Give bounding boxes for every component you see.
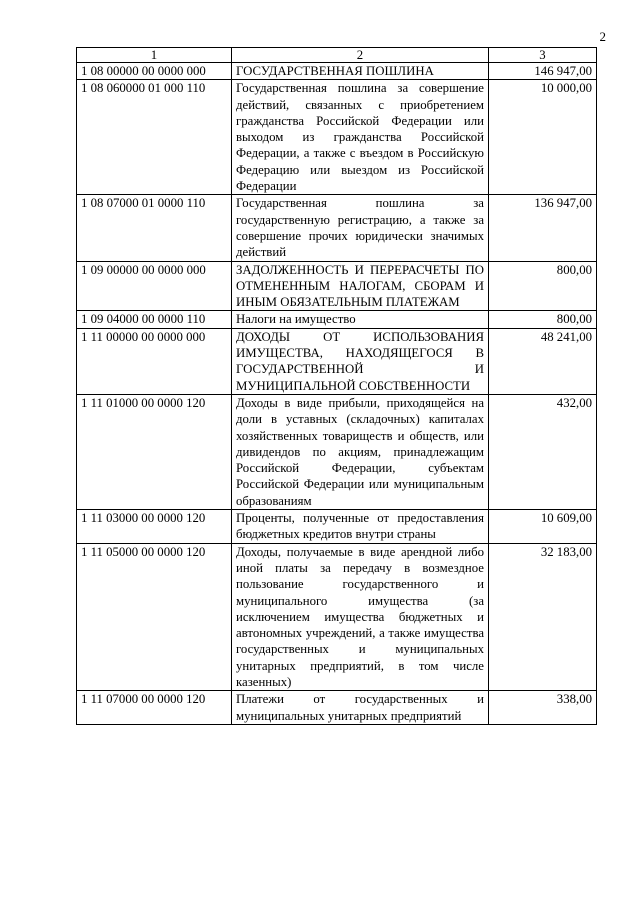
page-number: 2	[599, 29, 606, 44]
row-name: Налоги на имущество	[232, 311, 489, 328]
table-row	[77, 691, 597, 725]
row-name: ГОСУДАРСТВЕННАЯ ПОШЛИНА	[232, 63, 489, 80]
row-code: 1 08 07000 01 0000 110	[77, 195, 232, 261]
table-row	[77, 261, 597, 311]
row-name: ЗАДОЛЖЕННОСТЬ И ПЕРЕРАСЧЕТЫ ПО ОТМЕНЕННЫМ НАЛОГАМ, СБОРАМ И ИНЫМ ОБЯЗАТЕЛЬНЫМ ПЛАТЕЖАМ	[232, 261, 489, 311]
row-amount: 800,00	[489, 311, 597, 328]
table-row	[77, 63, 597, 80]
header-row	[77, 48, 597, 63]
revenue-table	[76, 47, 597, 725]
row-name: Доходы в виде прибыли, приходящейся на доли в уставных (складочных) капиталах хозяйственных товариществ и обществ, или дивидендов по акциям, принадлежащим Российской Федерации, субъектам Российской Федерации или муниципальным образованиям	[232, 394, 489, 509]
row-code: 1 09 04000 00 0000 110	[77, 311, 232, 328]
table-row	[77, 543, 597, 691]
row-code: 1 08 060000 01 000 110	[77, 80, 232, 195]
row-code: 1 08 00000 00 0000 000	[77, 63, 232, 80]
row-amount: 146 947,00	[489, 63, 597, 80]
row-name: Государственная пошлина за совершение действий, связанных с приобретением гражданства Российской Федерации или выходом из гражданства Российской Федерации, а также с въездом в Российскую Федерацию или выездом из Российской Федерации	[232, 80, 489, 195]
table-row	[77, 394, 597, 509]
row-amount: 800,00	[489, 261, 597, 311]
header-col-1: 1	[77, 48, 232, 63]
row-amount: 136 947,00	[489, 195, 597, 261]
row-code: 1 11 05000 00 0000 120	[77, 543, 232, 691]
row-amount: 10 609,00	[489, 510, 597, 544]
row-code: 1 09 00000 00 0000 000	[77, 261, 232, 311]
row-name: ДОХОДЫ ОТ ИСПОЛЬЗОВАНИЯ ИМУЩЕСТВА, НАХОДЯЩЕГОСЯ В ГОСУДАРСТВЕННОЙ И МУНИЦИПАЛЬНОЙ СОБСТВЕННОСТИ	[232, 328, 489, 394]
row-amount: 338,00	[489, 691, 597, 725]
row-name: Государственная пошлина за государственную регистрацию, а также за совершение прочих юридически значимых действий	[232, 195, 489, 261]
table-row	[77, 195, 597, 261]
table-row	[77, 510, 597, 544]
row-name: Проценты, полученные от предоставления бюджетных кредитов внутри страны	[232, 510, 489, 544]
row-code: 1 11 07000 00 0000 120	[77, 691, 232, 725]
row-code: 1 11 00000 00 0000 000	[77, 328, 232, 394]
row-amount: 48 241,00	[489, 328, 597, 394]
table-row	[77, 80, 597, 195]
table-row	[77, 311, 597, 328]
row-amount: 32 183,00	[489, 543, 597, 691]
table-header	[77, 48, 597, 63]
header-col-2: 2	[232, 48, 489, 63]
header-col-3: 3	[489, 48, 597, 63]
row-code: 1 11 03000 00 0000 120	[77, 510, 232, 544]
row-name: Доходы, получаемые в виде арендной либо иной платы за передачу в возмездное пользование государственного и муниципального имущества (за исключением имущества бюджетных и автономных учреждений, а также имущества государственных и муниципальных унитарных предприятий, в том числе казенных)	[232, 543, 489, 691]
row-name: Платежи от государственных и муниципальных унитарных предприятий	[232, 691, 489, 725]
row-code: 1 11 01000 00 0000 120	[77, 394, 232, 509]
row-amount: 432,00	[489, 394, 597, 509]
table-row	[77, 328, 597, 394]
row-amount: 10 000,00	[489, 80, 597, 195]
